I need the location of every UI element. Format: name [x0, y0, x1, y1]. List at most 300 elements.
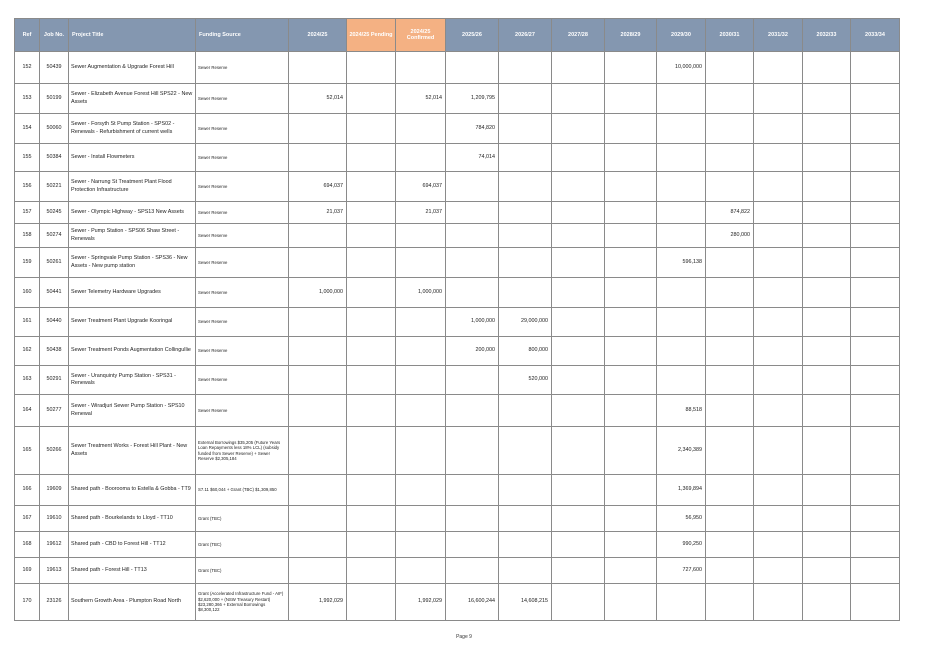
- value-2033-34: [851, 337, 900, 366]
- value-2025-26: 1,209,795: [446, 84, 499, 114]
- value-2028-29: [605, 366, 657, 395]
- table-row: [15, 52, 900, 84]
- project-title-cell: Sewer Treatment Works - Forest Hill Plant - New Assets: [69, 427, 196, 475]
- value-2024-25-pending: [347, 395, 396, 427]
- value-2025-26: 1,000,000: [446, 308, 499, 337]
- ref-cell: 158: [15, 224, 40, 248]
- value-2033-34: [851, 202, 900, 224]
- value-2029-30: 990,250: [657, 532, 706, 558]
- header-2029-30: 2029/30: [657, 19, 706, 52]
- value-2024-25-pending: [347, 172, 396, 202]
- value-2032-33: [803, 506, 851, 532]
- value-2033-34: [851, 395, 900, 427]
- header-2032-33: 2032/33: [803, 19, 851, 52]
- value-2032-33: [803, 114, 851, 144]
- value-2024-25-confirmed: 694,037: [396, 172, 446, 202]
- job-no-cell: 50277: [40, 395, 69, 427]
- project-title-cell: Sewer - Uranquinty Pump Station - SPS31 - Renewals: [69, 366, 196, 395]
- value-2024-25-pending: [347, 337, 396, 366]
- value-2033-34: [851, 278, 900, 308]
- funding-source-cell: Grant (TBC): [196, 558, 289, 584]
- header-2028-29: 2028/29: [605, 19, 657, 52]
- value-2024-25: [289, 337, 347, 366]
- value-2026-27: [499, 224, 552, 248]
- project-title-cell: Sewer Treatment Plant Upgrade Kooringal: [69, 308, 196, 337]
- value-2025-26: [446, 52, 499, 84]
- value-2027-28: [552, 506, 605, 532]
- project-title-cell: Shared path - Forest Hill - TT13: [69, 558, 196, 584]
- value-2027-28: [552, 202, 605, 224]
- funding-source-cell: Sewer Reserve: [196, 172, 289, 202]
- value-2027-28: [552, 427, 605, 475]
- value-2028-29: [605, 506, 657, 532]
- value-2028-29: [605, 395, 657, 427]
- funding-source-cell: Grant (TBC): [196, 506, 289, 532]
- funding-source-cell: Sewer Reserve: [196, 52, 289, 84]
- value-2025-26: [446, 278, 499, 308]
- value-2030-31: [706, 144, 754, 172]
- value-2024-25: [289, 366, 347, 395]
- value-2026-27: 29,000,000: [499, 308, 552, 337]
- value-2024-25-pending: [347, 202, 396, 224]
- value-2025-26: 784,820: [446, 114, 499, 144]
- value-2033-34: [851, 558, 900, 584]
- project-title-cell: Southern Growth Area - Plumpton Road North: [69, 584, 196, 621]
- value-2024-25-pending: [347, 308, 396, 337]
- header-2024-25-pending: 2024/25 Pending: [347, 19, 396, 52]
- job-no-cell: 23126: [40, 584, 69, 621]
- table-header: [15, 19, 900, 52]
- funding-source-cell: Sewer Reserve: [196, 278, 289, 308]
- value-2027-28: [552, 224, 605, 248]
- ref-cell: 168: [15, 532, 40, 558]
- value-2032-33: [803, 278, 851, 308]
- project-title-cell: Sewer Telemetry Hardware Upgrades: [69, 278, 196, 308]
- value-2031-32: [754, 558, 803, 584]
- funding-source-cell: Sewer Reserve: [196, 395, 289, 427]
- funding-source-cell: Sewer Reserve: [196, 224, 289, 248]
- project-title-cell: Sewer - Pump Station - SPS06 Shaw Street - Renewals: [69, 224, 196, 248]
- value-2033-34: [851, 427, 900, 475]
- value-2030-31: [706, 278, 754, 308]
- value-2024-25: 21,037: [289, 202, 347, 224]
- value-2031-32: [754, 584, 803, 621]
- value-2031-32: [754, 427, 803, 475]
- project-title-cell: Sewer - Narrung St Treatment Plant Flood Protection Infrastructure: [69, 172, 196, 202]
- value-2032-33: [803, 144, 851, 172]
- value-2031-32: [754, 532, 803, 558]
- value-2026-27: 14,608,215: [499, 584, 552, 621]
- value-2024-25: 694,037: [289, 172, 347, 202]
- job-no-cell: 50384: [40, 144, 69, 172]
- funding-source-cell: External Borrowings $35,205 (Future Years Loan Repayments less 18% LCL) (subsidy funded from Sewer Reserve) + Sewer Reserve $2,305,184: [196, 427, 289, 475]
- value-2028-29: [605, 584, 657, 621]
- value-2029-30: 88,518: [657, 395, 706, 427]
- value-2025-26: 16,600,244: [446, 584, 499, 621]
- value-2030-31: [706, 172, 754, 202]
- funding-source-cell: Sewer Reserve: [196, 144, 289, 172]
- value-2027-28: [552, 475, 605, 506]
- value-2024-25-confirmed: [396, 308, 446, 337]
- value-2026-27: [499, 558, 552, 584]
- ref-cell: 159: [15, 248, 40, 278]
- header-2026-27: 2026/27: [499, 19, 552, 52]
- value-2030-31: 874,822: [706, 202, 754, 224]
- value-2033-34: [851, 366, 900, 395]
- table-row: [15, 278, 900, 308]
- value-2030-31: [706, 584, 754, 621]
- ref-cell: 165: [15, 427, 40, 475]
- value-2033-34: [851, 308, 900, 337]
- value-2026-27: [499, 52, 552, 84]
- value-2030-31: [706, 84, 754, 114]
- value-2033-34: [851, 224, 900, 248]
- value-2024-25: [289, 558, 347, 584]
- value-2029-30: 2,340,389: [657, 427, 706, 475]
- table-row: [15, 248, 900, 278]
- value-2031-32: [754, 308, 803, 337]
- value-2024-25-pending: [347, 584, 396, 621]
- value-2024-25-confirmed: 1,000,000: [396, 278, 446, 308]
- job-no-cell: 50245: [40, 202, 69, 224]
- job-no-cell: 50199: [40, 84, 69, 114]
- value-2029-30: 1,369,894: [657, 475, 706, 506]
- value-2031-32: [754, 172, 803, 202]
- header-2031-32: 2031/32: [754, 19, 803, 52]
- funding-source-cell: Grant (TBC): [196, 532, 289, 558]
- ref-cell: 154: [15, 114, 40, 144]
- value-2033-34: [851, 532, 900, 558]
- value-2024-25-pending: [347, 366, 396, 395]
- value-2027-28: [552, 172, 605, 202]
- value-2033-34: [851, 144, 900, 172]
- value-2024-25: [289, 506, 347, 532]
- header-job-no: Job No.: [40, 19, 69, 52]
- value-2032-33: [803, 224, 851, 248]
- value-2024-25: [289, 144, 347, 172]
- header-project-title: Project Title: [69, 19, 196, 52]
- header-ref: Ref: [15, 19, 40, 52]
- header-funding-source: Funding Source: [196, 19, 289, 52]
- value-2027-28: [552, 144, 605, 172]
- value-2024-25-confirmed: [396, 224, 446, 248]
- value-2024-25-confirmed: 1,992,029: [396, 584, 446, 621]
- value-2031-32: [754, 224, 803, 248]
- value-2028-29: [605, 52, 657, 84]
- value-2031-32: [754, 395, 803, 427]
- value-2024-25-pending: [347, 427, 396, 475]
- value-2028-29: [605, 84, 657, 114]
- value-2032-33: [803, 395, 851, 427]
- value-2032-33: [803, 84, 851, 114]
- value-2026-27: [499, 114, 552, 144]
- value-2028-29: [605, 172, 657, 202]
- value-2027-28: [552, 84, 605, 114]
- funding-source-cell: Sewer Reserve: [196, 308, 289, 337]
- value-2030-31: [706, 308, 754, 337]
- job-no-cell: 50060: [40, 114, 69, 144]
- value-2029-30: [657, 337, 706, 366]
- value-2029-30: 727,600: [657, 558, 706, 584]
- project-title-cell: Sewer - Wiradjuri Sewer Pump Station - SPS10 Renewal: [69, 395, 196, 427]
- value-2030-31: [706, 114, 754, 144]
- ref-cell: 161: [15, 308, 40, 337]
- value-2030-31: [706, 427, 754, 475]
- value-2030-31: [706, 337, 754, 366]
- value-2030-31: [706, 532, 754, 558]
- funding-source-cell: Sewer Reserve: [196, 114, 289, 144]
- ref-cell: 170: [15, 584, 40, 621]
- value-2026-27: [499, 144, 552, 172]
- job-no-cell: 50291: [40, 366, 69, 395]
- value-2027-28: [552, 248, 605, 278]
- value-2033-34: [851, 248, 900, 278]
- value-2024-25-confirmed: [396, 532, 446, 558]
- project-title-cell: Shared path - Bourkelands to Lloyd - TT10: [69, 506, 196, 532]
- value-2026-27: [499, 84, 552, 114]
- value-2028-29: [605, 144, 657, 172]
- value-2030-31: [706, 366, 754, 395]
- table-row: [15, 224, 900, 248]
- value-2025-26: 74,014: [446, 144, 499, 172]
- job-no-cell: 50440: [40, 308, 69, 337]
- value-2024-25: [289, 224, 347, 248]
- value-2027-28: [552, 52, 605, 84]
- value-2033-34: [851, 84, 900, 114]
- value-2024-25-confirmed: [396, 114, 446, 144]
- value-2027-28: [552, 278, 605, 308]
- value-2028-29: [605, 202, 657, 224]
- value-2027-28: [552, 114, 605, 144]
- value-2032-33: [803, 308, 851, 337]
- value-2028-29: [605, 475, 657, 506]
- value-2028-29: [605, 337, 657, 366]
- job-no-cell: 19613: [40, 558, 69, 584]
- value-2028-29: [605, 278, 657, 308]
- job-no-cell: 50441: [40, 278, 69, 308]
- value-2025-26: [446, 366, 499, 395]
- value-2026-27: [499, 395, 552, 427]
- value-2024-25: [289, 52, 347, 84]
- ref-cell: 166: [15, 475, 40, 506]
- job-no-cell: 19612: [40, 532, 69, 558]
- job-no-cell: 50439: [40, 52, 69, 84]
- value-2031-32: [754, 248, 803, 278]
- value-2025-26: [446, 248, 499, 278]
- value-2026-27: [499, 475, 552, 506]
- value-2025-26: [446, 172, 499, 202]
- project-title-cell: Shared path - Boorooma to Estella & Gobba - TT9: [69, 475, 196, 506]
- value-2030-31: 280,000: [706, 224, 754, 248]
- funding-source-cell: S7.11 $60,044 + Grant (TBC) $1,309,850: [196, 475, 289, 506]
- value-2025-26: 200,000: [446, 337, 499, 366]
- ref-cell: 157: [15, 202, 40, 224]
- table-row: [15, 395, 900, 427]
- value-2032-33: [803, 366, 851, 395]
- value-2028-29: [605, 532, 657, 558]
- value-2029-30: [657, 308, 706, 337]
- value-2024-25-confirmed: [396, 506, 446, 532]
- value-2024-25-confirmed: 21,037: [396, 202, 446, 224]
- capital-works-table: [14, 18, 900, 621]
- value-2029-30: 10,000,000: [657, 52, 706, 84]
- value-2029-30: [657, 366, 706, 395]
- value-2025-26: [446, 395, 499, 427]
- project-title-cell: Shared path - CBD to Forest Hill - TT12: [69, 532, 196, 558]
- value-2030-31: [706, 395, 754, 427]
- value-2032-33: [803, 427, 851, 475]
- ref-cell: 164: [15, 395, 40, 427]
- table-body: [15, 52, 900, 621]
- value-2031-32: [754, 144, 803, 172]
- value-2031-32: [754, 84, 803, 114]
- value-2026-27: 520,000: [499, 366, 552, 395]
- table-row: [15, 427, 900, 475]
- job-no-cell: 50438: [40, 337, 69, 366]
- value-2024-25-confirmed: [396, 144, 446, 172]
- value-2025-26: [446, 427, 499, 475]
- value-2031-32: [754, 337, 803, 366]
- header-2027-28: 2027/28: [552, 19, 605, 52]
- header-row: [15, 19, 900, 52]
- value-2025-26: [446, 202, 499, 224]
- value-2028-29: [605, 248, 657, 278]
- value-2024-25-confirmed: [396, 558, 446, 584]
- value-2027-28: [552, 308, 605, 337]
- value-2024-25: [289, 532, 347, 558]
- value-2029-30: [657, 224, 706, 248]
- value-2032-33: [803, 202, 851, 224]
- value-2025-26: [446, 475, 499, 506]
- value-2024-25-pending: [347, 278, 396, 308]
- value-2030-31: [706, 506, 754, 532]
- value-2032-33: [803, 172, 851, 202]
- table-row: [15, 84, 900, 114]
- project-title-cell: Sewer - Forsyth St Pump Station - SPS02 - Renewals - Refurbishment of current wells: [69, 114, 196, 144]
- value-2024-25: [289, 395, 347, 427]
- value-2028-29: [605, 224, 657, 248]
- value-2026-27: [499, 532, 552, 558]
- value-2032-33: [803, 558, 851, 584]
- header-2033-34: 2033/34: [851, 19, 900, 52]
- value-2030-31: [706, 475, 754, 506]
- ref-cell: 163: [15, 366, 40, 395]
- value-2031-32: [754, 278, 803, 308]
- value-2024-25-pending: [347, 532, 396, 558]
- value-2024-25: 52,014: [289, 84, 347, 114]
- value-2024-25: [289, 114, 347, 144]
- value-2024-25-confirmed: [396, 337, 446, 366]
- job-no-cell: 50274: [40, 224, 69, 248]
- table-row: [15, 114, 900, 144]
- project-title-cell: Sewer - Springvale Pump Station - SPS36 - New Assets - New pump station: [69, 248, 196, 278]
- value-2028-29: [605, 308, 657, 337]
- table-row: [15, 172, 900, 202]
- project-title-cell: Sewer - Elizabeth Avenue Forest Hill SPS22 - New Assets: [69, 84, 196, 114]
- value-2032-33: [803, 337, 851, 366]
- funding-source-cell: Sewer Reserve: [196, 202, 289, 224]
- table-row: [15, 144, 900, 172]
- value-2027-28: [552, 337, 605, 366]
- value-2026-27: [499, 506, 552, 532]
- value-2026-27: [499, 248, 552, 278]
- value-2029-30: [657, 278, 706, 308]
- header-2024-25-confirmed: 2024/25 Confirmed: [396, 19, 446, 52]
- value-2026-27: [499, 427, 552, 475]
- funding-source-cell: Grant (Accelerated Infrastructure Fund - AIF) $2,620,000 + (NSW Treasury Restart) $23,280,366 + External Borrowings $8,300,122: [196, 584, 289, 621]
- value-2027-28: [552, 395, 605, 427]
- value-2024-25: 1,992,029: [289, 584, 347, 621]
- value-2033-34: [851, 172, 900, 202]
- value-2031-32: [754, 506, 803, 532]
- value-2029-30: [657, 584, 706, 621]
- value-2027-28: [552, 532, 605, 558]
- value-2029-30: 56,950: [657, 506, 706, 532]
- ref-cell: 160: [15, 278, 40, 308]
- page-number: Page 9: [456, 634, 472, 640]
- value-2033-34: [851, 114, 900, 144]
- funding-source-cell: Sewer Reserve: [196, 366, 289, 395]
- value-2024-25-pending: [347, 248, 396, 278]
- value-2025-26: [446, 532, 499, 558]
- ref-cell: 155: [15, 144, 40, 172]
- value-2028-29: [605, 558, 657, 584]
- value-2033-34: [851, 584, 900, 621]
- job-no-cell: 50266: [40, 427, 69, 475]
- value-2026-27: [499, 278, 552, 308]
- value-2024-25-confirmed: [396, 395, 446, 427]
- value-2024-25-confirmed: [396, 248, 446, 278]
- value-2026-27: 800,000: [499, 337, 552, 366]
- value-2032-33: [803, 52, 851, 84]
- value-2026-27: [499, 172, 552, 202]
- job-no-cell: 19609: [40, 475, 69, 506]
- value-2024-25-pending: [347, 144, 396, 172]
- table-row: [15, 366, 900, 395]
- table-row: [15, 202, 900, 224]
- value-2027-28: [552, 584, 605, 621]
- value-2025-26: [446, 506, 499, 532]
- value-2029-30: [657, 202, 706, 224]
- value-2032-33: [803, 248, 851, 278]
- funding-source-cell: Sewer Reserve: [196, 84, 289, 114]
- value-2024-25-pending: [347, 475, 396, 506]
- value-2024-25-confirmed: [396, 366, 446, 395]
- value-2029-30: [657, 144, 706, 172]
- table-row: [15, 584, 900, 621]
- project-title-cell: Sewer Augmentation & Upgrade Forest Hill: [69, 52, 196, 84]
- value-2024-25-pending: [347, 84, 396, 114]
- project-title-cell: Sewer Treatment Ponds Augmentation Collingullie: [69, 337, 196, 366]
- value-2031-32: [754, 114, 803, 144]
- value-2032-33: [803, 475, 851, 506]
- funding-source-cell: Sewer Reserve: [196, 337, 289, 366]
- value-2024-25-pending: [347, 558, 396, 584]
- value-2024-25-pending: [347, 114, 396, 144]
- ref-cell: 152: [15, 52, 40, 84]
- value-2024-25-confirmed: [396, 427, 446, 475]
- value-2030-31: [706, 558, 754, 584]
- project-title-cell: Sewer - Install Flowmeters: [69, 144, 196, 172]
- value-2026-27: [499, 202, 552, 224]
- ref-cell: 156: [15, 172, 40, 202]
- value-2024-25-pending: [347, 224, 396, 248]
- value-2033-34: [851, 506, 900, 532]
- value-2029-30: 596,138: [657, 248, 706, 278]
- funding-source-cell: Sewer Reserve: [196, 248, 289, 278]
- table-row: [15, 475, 900, 506]
- table-row: [15, 506, 900, 532]
